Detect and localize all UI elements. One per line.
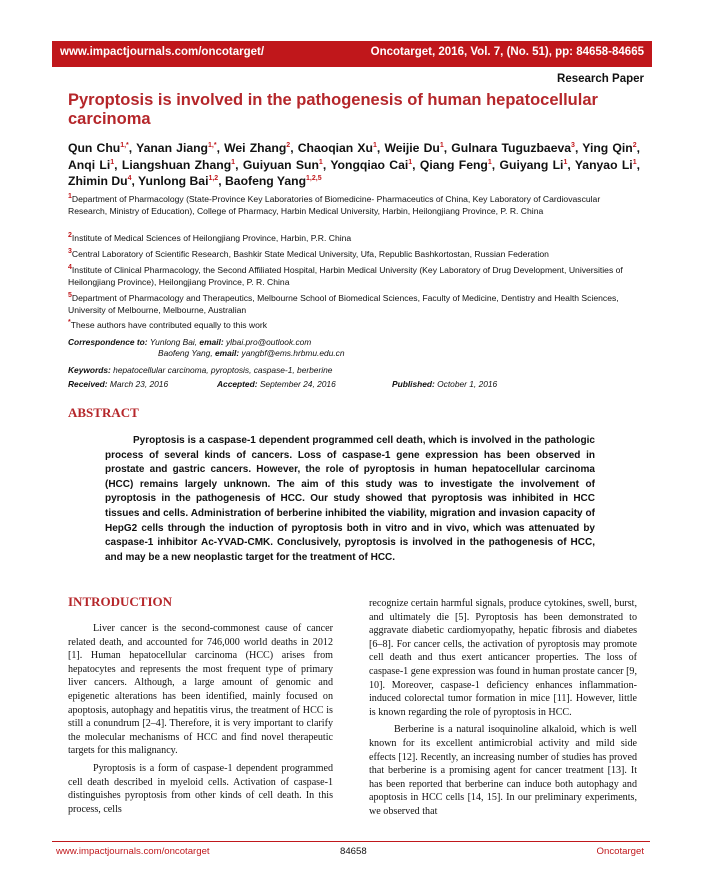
paper-type-label: Research Paper [557, 73, 644, 85]
footer-url-link[interactable]: www.impactjournals.com/oncotarget [56, 846, 210, 857]
author-name: Chaoqian Xu$^1$ [297, 141, 377, 155]
author-name: Guiyang Li$^1$ [499, 157, 568, 172]
author-affiliation-marker: 1,2 [208, 174, 219, 182]
body-column-left [68, 622, 333, 816]
journal-header-band [52, 41, 652, 67]
abstract-body: Pyroptosis is a caspase-1 dependent programmed cell death, which is involved in the pathologic process of several kinds of cancers. Loss of caspase-1 gene expression has been observed in prostate and gastric cancers. However, the role of pyroptosis in human hepatocellular carcinoma (HCC) remains largely unknown. The aim of this study was to investigate the involvement of pyroptosis in the pathogenesis of HCC. Our study showed that pyroptosis was inhibited in HCC tissues and cells. Administration of berberine inhibited the viability, migration and invasion capacity of HepG2 cells through the induction of pyroptosis both in vitro and in vivo, which was attenuated by caspase-1 inhibitor Ac-YVAD-CMK. Conclusively, pyroptosis is involved in the pathogenesis of HCC, and may be a new neoplastic target for the treatment of HCC. [105, 435, 595, 563]
affiliation-1: $^1$Department of Pharmacology (State-Province Key Laboratories of Biomedicine- Pharmaceutics of China, Key Laboratory of Cardiovascular Research, Ministry of Education), College of Pharmacy, Harbin Medical University, Harbin, Heilongjiang Province, P. R. China [68, 193, 601, 216]
author-affiliation-marker: 1,* [208, 141, 217, 149]
author-affiliation-marker: 1 [231, 158, 236, 166]
paragraph: Liver cancer is the second-commonest cause of cancer related death, and accounted for 746,000 world deaths in 2012 [1]. Human hepatocellular carcinoma (HCC) arises from hepatocytes and represents the most frequent type of primary liver cancers. Although, a large amount of genomic and epigenetic alterations has been identified, mainly focused on apoptosis, autophagy and hepatitis virus, the treatment of HCC is still a conundrum [2–4]. Therefore, it is very important to clarify the molecular mechanisms of HCC and find novel therapeutic targets for this malignancy. [68, 623, 333, 757]
author-affiliation-marker: 1 [563, 158, 568, 166]
author-name: Qiang Feng$^1$ [419, 157, 492, 172]
author-affiliation-marker: 1 [408, 158, 413, 166]
introduction-heading: INTRODUCTION [68, 594, 173, 609]
abstract-heading: ABSTRACT [68, 405, 139, 420]
author-affiliation-marker: 1 [372, 141, 377, 149]
keywords-line: Keywords: hepatocellular carcinoma, pyroptosis, caspase-1, berberine [68, 365, 333, 375]
author-name: Anqi Li$^1$ [68, 157, 115, 172]
body-column-right [369, 597, 637, 819]
page-number: 84658 [340, 846, 367, 857]
author-name: Yongqiao Cai$^1$ [330, 157, 413, 172]
author-affiliation-marker: 1,* [120, 141, 129, 149]
accepted-date: Accepted: September 24, 2016 [217, 379, 336, 389]
author-affiliation-marker: 3 [571, 141, 575, 149]
footer-divider [52, 841, 650, 842]
footer-journal-name: Oncotarget [596, 846, 644, 857]
correspondence-line-1: Correspondence to: Yunlong Bai, email: ylbai.pro@outlook.com [68, 337, 312, 347]
author-affiliation-marker: 1 [110, 158, 115, 166]
author-affiliation-marker: 1 [487, 158, 492, 166]
author-affiliation-marker: 1 [318, 158, 323, 166]
paragraph: Berberine is a natural isoquinoline alkaloid, which is well known for its excellent antimicrobial activity and mild side effects [12]. Recently, an increasing number of studies has proved that berberine is a promising agent for cancer treatment [13]. It has been reported that berberine can induce both autophagy and apoptosis in HCC cells [14, 15]. In our preliminary experiments, we observed that [369, 724, 637, 817]
article-title: Pyroptosis is involved in the pathogenesis of human hepatocellular carcinoma [68, 91, 598, 128]
journal-url-link[interactable]: www.impactjournals.com/oncotarget/ [60, 46, 265, 58]
author-affiliation-marker: 1 [439, 141, 444, 149]
affiliation-2: $^2$Institute of Medical Sciences of Heilongjiang Province, Harbin, P.R. China [68, 232, 352, 243]
affiliation-equal-contribution: *These authors have contributed equally to this work [68, 319, 268, 330]
published-date: Published: October 1, 2016 [392, 379, 498, 389]
author-affiliation-marker: 2 [286, 141, 291, 149]
author-affiliation-marker: 1,2,5 [306, 174, 322, 182]
author-name: Ying Qin$^2$ [582, 141, 637, 155]
author-affiliation-marker: 4 [127, 174, 132, 182]
correspondence-line-2: Baofeng Yang, email: yangbf@ems.hrbmu.edu.cn [158, 348, 345, 358]
journal-citation: Oncotarget, 2016, Vol. 7, (No. 51), pp: 84658-84665 [370, 46, 644, 58]
author-name: Wei Zhang$^2$ [224, 141, 291, 155]
author-name: Yanan Jiang$^{1,*}$ [136, 141, 217, 155]
affiliation-5: $^5$Department of Pharmacology and Therapeutics, Melbourne School of Biomedical Sciences, Faculty of Medicine, Dentistry and Health Sciences, University of Melbourne, Melbourne, Australian [68, 292, 619, 315]
author-affiliation-marker: 2 [632, 141, 637, 149]
affiliation-4: $^4$Institute of Clinical Pharmacology, the Second Affiliated Hospital, Harbin Medical University (Key Laboratory of Drug Development, Universities of Heilongjiang Province), Heilongjiang Province, P. R. China [68, 264, 623, 287]
author-name: Yunlong Bai$^{1,2}$ [138, 174, 219, 188]
author-name: Guiyuan Sun$^1$ [242, 157, 323, 172]
author-name: Gulnara Tuguzbaeva$^3$ [451, 141, 575, 155]
correspondence-email-2[interactable]: yangbf@ems.hrbmu.edu.cn [241, 348, 345, 358]
author-name: Yanyao Li$^1$ [574, 157, 637, 172]
author-name: Baofeng Yang$^{1,2,5}$ [224, 174, 322, 188]
author-name: Liangshuan Zhang$^1$ [121, 157, 236, 172]
author-name: Weijie Du$^1$ [384, 141, 444, 155]
author-affiliation-marker: 1 [632, 158, 637, 166]
paragraph: Pyroptosis is a form of caspase-1 dependent programmed cell death described in myeloid cells. Activation of caspase-1 distinguishes pyroptosis from other kinds of cell death. In this process, cells [68, 762, 333, 815]
correspondence-email-1[interactable]: ylbai.pro@outlook.com [225, 337, 312, 347]
author-name: Qun Chu$^{1,*}$ [68, 141, 129, 155]
author-list: Qun Chu$^{1,*}$, Yanan Jiang$^{1,*}$, Wei Zhang$^2$, Chaoqian Xu$^1$, Weijie Du$^1$, Gulnara Tuguzbaeva$^3$, Ying Qin$^2$, Anqi Li$^1$, Liangshuan Zhang$^1$, Guiyuan Sun$^1$, Yongqiao Cai$^1$, Qiang Feng$^1$, Guiyang Li$^1$, Yanyao Li$^1$, Zhimin Du$^4$, Yunlong Bai$^{1,2}$, Baofeng Yang$^{1,2,5}$ [68, 141, 640, 188]
affiliation-3: $^3$Central Laboratory of Scientific Research, Bashkir State Medical University, Ufa, Republic Bashkortostan, Russian Federation [68, 248, 549, 259]
paragraph: recognize certain harmful signals, produce cytokines, swell, burst, and ultimately die [5]. Pyroptosis has been demonstrated to aggravate diabetic cardiomyopathy, hepatic fibrosis and diabetes [6–8]. For cancer cells, the activation of pyroptosis may promote cell death and thus exert anticancer properties. The loss of caspase-1 gene expression was found in human prostate cancer [9, 10]. Moreover, caspase-1 deficiency enhances inflammation-induced colorectal tumor formation in mice [11]. However, little is known regarding the role of pyroptosis in HCC. [369, 598, 637, 718]
author-name: Zhimin Du$^4$ [68, 174, 132, 188]
received-date: Received: March 23, 2016 [68, 379, 169, 389]
